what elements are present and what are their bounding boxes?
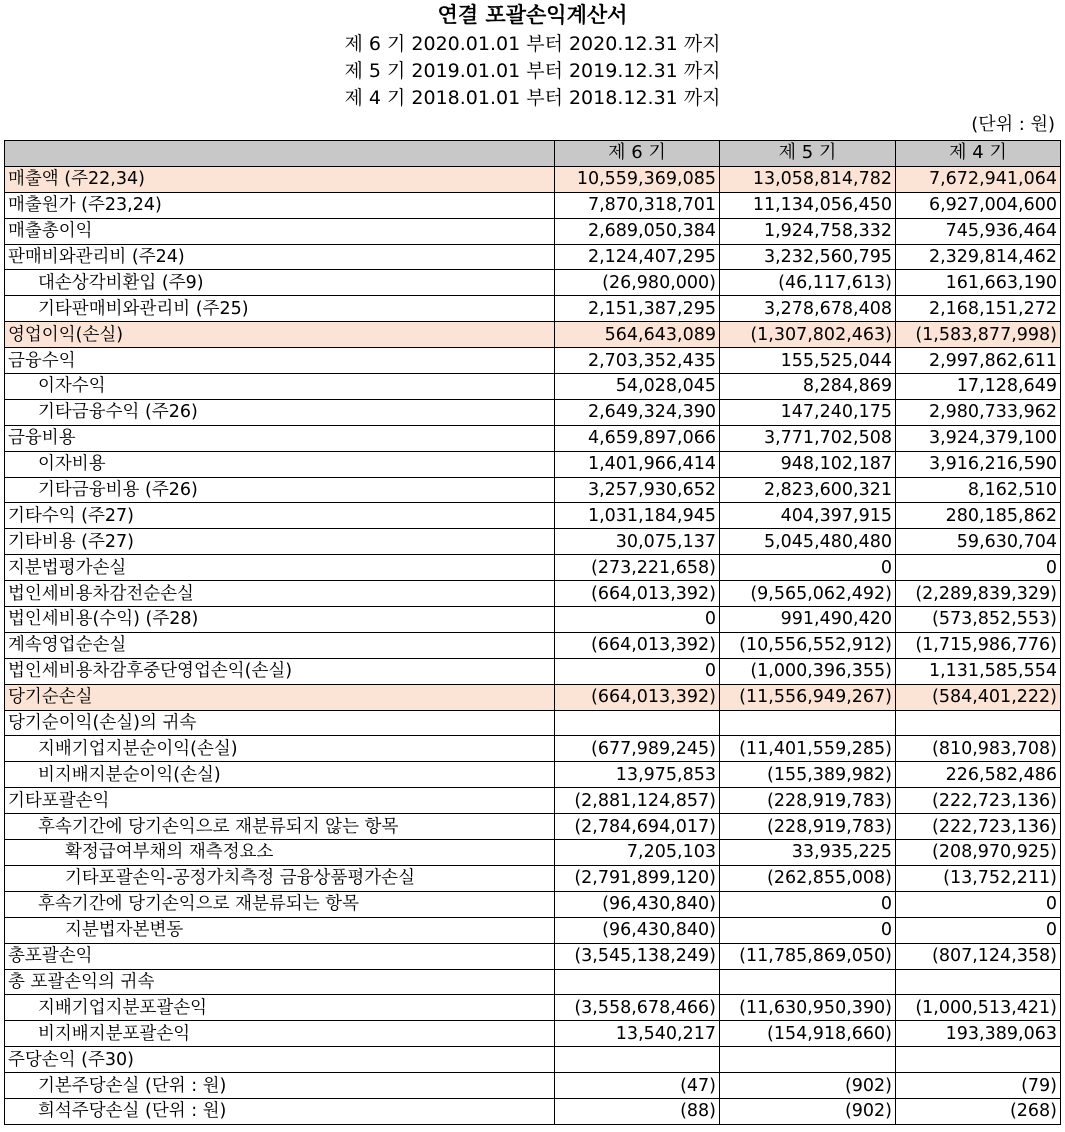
- table-row: [5, 969, 1061, 995]
- value-period-6: (96,430,840): [555, 917, 720, 943]
- value-period-6: 13,975,853: [555, 762, 720, 788]
- value-period-5: (1,000,396,355): [720, 658, 896, 684]
- account-label: 당기순손실: [5, 684, 555, 710]
- value-period-4: 8,162,510: [896, 477, 1061, 503]
- table-row: [5, 581, 1061, 607]
- value-period-4: 280,185,862: [896, 503, 1061, 529]
- table-row: [5, 736, 1061, 762]
- account-label: 지분법평가손실: [5, 555, 555, 581]
- account-label: 주당손익 (주30): [5, 1047, 555, 1073]
- table-header-row: [5, 141, 1061, 167]
- value-period-6: 564,643,089: [555, 322, 720, 348]
- value-period-6: 1,401,966,414: [555, 451, 720, 477]
- account-label: 기타금융수익 (주26): [5, 399, 555, 425]
- value-period-5: [720, 1047, 896, 1073]
- table-row: [5, 710, 1061, 736]
- table-row: [5, 814, 1061, 840]
- account-label: 총 포괄손익의 귀속: [5, 969, 555, 995]
- table-row: [5, 244, 1061, 270]
- account-label: 지배기업지분순이익(손실): [5, 736, 555, 762]
- value-period-5: (11,630,950,390): [720, 995, 896, 1021]
- value-period-5: 147,240,175: [720, 399, 896, 425]
- value-period-5: 11,134,056,450: [720, 192, 896, 218]
- value-period-4: 161,663,190: [896, 270, 1061, 296]
- value-period-6: [555, 969, 720, 995]
- value-period-6: 2,689,050,384: [555, 218, 720, 244]
- account-label: 당기순이익(손실)의 귀속: [5, 710, 555, 736]
- value-period-5: 8,284,869: [720, 374, 896, 400]
- value-period-6: 2,151,387,295: [555, 296, 720, 322]
- value-period-6: 7,870,318,701: [555, 192, 720, 218]
- value-period-5: 155,525,044: [720, 348, 896, 374]
- value-period-5: [720, 710, 896, 736]
- value-period-5: (902): [720, 1073, 896, 1099]
- value-period-5: 5,045,480,480: [720, 529, 896, 555]
- value-period-4: 2,980,733,962: [896, 399, 1061, 425]
- account-label: 후속기간에 당기손익으로 재분류되는 항목: [5, 891, 555, 917]
- account-label: 대손상각비환입 (주9): [5, 270, 555, 296]
- income-statement-table: [4, 140, 1061, 1125]
- value-period-4: 193,389,063: [896, 1021, 1061, 1047]
- value-period-4: [896, 969, 1061, 995]
- value-period-6: 54,028,045: [555, 374, 720, 400]
- account-label: 영업이익(손실): [5, 322, 555, 348]
- table-row: [5, 270, 1061, 296]
- value-period-6: (2,881,124,857): [555, 788, 720, 814]
- value-period-5: (902): [720, 1098, 896, 1124]
- account-label: 법인세비용차감전순손실: [5, 581, 555, 607]
- value-period-4: 2,329,814,462: [896, 244, 1061, 270]
- account-label: 매출총이익: [5, 218, 555, 244]
- account-label: 금융비용: [5, 425, 555, 451]
- account-label: 기타금융비용 (주26): [5, 477, 555, 503]
- account-label: 판매비와관리비 (주24): [5, 244, 555, 270]
- table-row: [5, 451, 1061, 477]
- value-period-4: 7,672,941,064: [896, 166, 1061, 192]
- table-row: [5, 555, 1061, 581]
- table-row: [5, 684, 1061, 710]
- value-period-4: 0: [896, 891, 1061, 917]
- account-label: 기타포괄손익-공정가치측정 금융상품평가손실: [5, 865, 555, 891]
- table-row: [5, 503, 1061, 529]
- value-period-4: (810,983,708): [896, 736, 1061, 762]
- unit-label: (단위 : 원): [971, 114, 1055, 135]
- table-row: [5, 425, 1061, 451]
- account-label: 기타포괄손익: [5, 788, 555, 814]
- table-row: [5, 296, 1061, 322]
- value-period-4: (208,970,925): [896, 840, 1061, 866]
- value-period-4: [896, 710, 1061, 736]
- value-period-4: 6,927,004,600: [896, 192, 1061, 218]
- period-line-6: 제 6 기 2020.01.01 부터 2020.12.31 까지: [344, 33, 721, 55]
- value-period-4: 745,936,464: [896, 218, 1061, 244]
- value-period-5: 2,823,600,321: [720, 477, 896, 503]
- table-row: [5, 1073, 1061, 1099]
- value-period-6: (664,013,392): [555, 632, 720, 658]
- value-period-5: 948,102,187: [720, 451, 896, 477]
- value-period-5: (228,919,783): [720, 814, 896, 840]
- table-row: [5, 192, 1061, 218]
- value-period-6: (26,980,000): [555, 270, 720, 296]
- value-period-4: 59,630,704: [896, 529, 1061, 555]
- account-label: 기본주당손실 (단위 : 원): [5, 1073, 555, 1099]
- header-account: [5, 141, 555, 167]
- account-label: 법인세비용차감후중단영업손익(손실): [5, 658, 555, 684]
- value-period-4: (222,723,136): [896, 814, 1061, 840]
- value-period-4: (268): [896, 1098, 1061, 1124]
- value-period-4: 0: [896, 917, 1061, 943]
- value-period-4: (1,715,986,776): [896, 632, 1061, 658]
- table-row: [5, 374, 1061, 400]
- value-period-6: 13,540,217: [555, 1021, 720, 1047]
- value-period-4: [896, 1047, 1061, 1073]
- period-line-5: 제 5 기 2019.01.01 부터 2019.12.31 까지: [344, 60, 721, 82]
- value-period-6: 2,124,407,295: [555, 244, 720, 270]
- table-row: [5, 607, 1061, 633]
- value-period-4: (1,000,513,421): [896, 995, 1061, 1021]
- value-period-4: 1,131,585,554: [896, 658, 1061, 684]
- table-row: [5, 762, 1061, 788]
- table-row: [5, 788, 1061, 814]
- table-row: [5, 1098, 1061, 1124]
- value-period-4: (807,124,358): [896, 943, 1061, 969]
- value-period-5: (9,565,062,492): [720, 581, 896, 607]
- account-label: 법인세비용(수익) (주28): [5, 607, 555, 633]
- value-period-4: 3,916,216,590: [896, 451, 1061, 477]
- value-period-5: (11,401,559,285): [720, 736, 896, 762]
- value-period-6: 10,559,369,085: [555, 166, 720, 192]
- account-label: 지분법자본변동: [5, 917, 555, 943]
- value-period-6: 7,205,103: [555, 840, 720, 866]
- table-row: [5, 658, 1061, 684]
- table-row: [5, 632, 1061, 658]
- value-period-5: (46,117,613): [720, 270, 896, 296]
- value-period-4: 2,168,151,272: [896, 296, 1061, 322]
- value-period-5: [720, 969, 896, 995]
- value-period-4: (13,752,211): [896, 865, 1061, 891]
- value-period-4: 3,924,379,100: [896, 425, 1061, 451]
- value-period-6: (664,013,392): [555, 684, 720, 710]
- value-period-5: (10,556,552,912): [720, 632, 896, 658]
- value-period-5: 3,278,678,408: [720, 296, 896, 322]
- header-period-4: 제 4 기: [896, 141, 1061, 167]
- account-label: 확정급여부채의 재측정요소: [5, 840, 555, 866]
- value-period-5: 3,771,702,508: [720, 425, 896, 451]
- period-line-4: 제 4 기 2018.01.01 부터 2018.12.31 까지: [344, 87, 721, 109]
- header-period-5: 제 5 기: [720, 141, 896, 167]
- value-period-5: (11,556,949,267): [720, 684, 896, 710]
- table-row: [5, 477, 1061, 503]
- account-label: 후속기간에 당기손익으로 재분류되지 않는 항목: [5, 814, 555, 840]
- account-label: 이자수익: [5, 374, 555, 400]
- value-period-5: (262,855,008): [720, 865, 896, 891]
- value-period-6: 3,257,930,652: [555, 477, 720, 503]
- value-period-6: 2,703,352,435: [555, 348, 720, 374]
- value-period-6: (88): [555, 1098, 720, 1124]
- value-period-6: (3,558,678,466): [555, 995, 720, 1021]
- value-period-4: 0: [896, 555, 1061, 581]
- table-row: [5, 840, 1061, 866]
- value-period-4: (79): [896, 1073, 1061, 1099]
- value-period-6: [555, 710, 720, 736]
- account-label: 지배기업지분포괄손익: [5, 995, 555, 1021]
- account-label: 계속영업순손실: [5, 632, 555, 658]
- account-label: 비지배지분포괄손익: [5, 1021, 555, 1047]
- value-period-5: 3,232,560,795: [720, 244, 896, 270]
- table-row: [5, 218, 1061, 244]
- value-period-6: (664,013,392): [555, 581, 720, 607]
- value-period-4: 226,582,486: [896, 762, 1061, 788]
- value-period-6: (47): [555, 1073, 720, 1099]
- value-period-6: 1,031,184,945: [555, 503, 720, 529]
- account-label: 기타비용 (주27): [5, 529, 555, 555]
- account-label: 비지배지분순이익(손실): [5, 762, 555, 788]
- value-period-5: 33,935,225: [720, 840, 896, 866]
- table-row: [5, 529, 1061, 555]
- value-period-4: (1,583,877,998): [896, 322, 1061, 348]
- value-period-5: 404,397,915: [720, 503, 896, 529]
- account-label: 이자비용: [5, 451, 555, 477]
- table-row: [5, 1021, 1061, 1047]
- table-row: [5, 348, 1061, 374]
- value-period-5: (1,307,802,463): [720, 322, 896, 348]
- value-period-5: 0: [720, 891, 896, 917]
- value-period-4: (584,401,222): [896, 684, 1061, 710]
- value-period-6: (3,545,138,249): [555, 943, 720, 969]
- value-period-4: (2,289,839,329): [896, 581, 1061, 607]
- value-period-6: (2,791,899,120): [555, 865, 720, 891]
- table-row: [5, 322, 1061, 348]
- account-label: 매출액 (주22,34): [5, 166, 555, 192]
- value-period-6: 4,659,897,066: [555, 425, 720, 451]
- table-row: [5, 1047, 1061, 1073]
- value-period-6: (96,430,840): [555, 891, 720, 917]
- table-row: [5, 995, 1061, 1021]
- value-period-4: 17,128,649: [896, 374, 1061, 400]
- account-label: 기타수익 (주27): [5, 503, 555, 529]
- account-label: 기타판매비와관리비 (주25): [5, 296, 555, 322]
- value-period-6: [555, 1047, 720, 1073]
- value-period-5: 1,924,758,332: [720, 218, 896, 244]
- value-period-6: (2,784,694,017): [555, 814, 720, 840]
- value-period-6: (273,221,658): [555, 555, 720, 581]
- table-row: [5, 891, 1061, 917]
- value-period-6: 0: [555, 658, 720, 684]
- value-period-5: 0: [720, 555, 896, 581]
- value-period-5: (154,918,660): [720, 1021, 896, 1047]
- value-period-4: 2,997,862,611: [896, 348, 1061, 374]
- table-row: [5, 943, 1061, 969]
- value-period-6: 0: [555, 607, 720, 633]
- value-period-5: (155,389,982): [720, 762, 896, 788]
- header-period-6: 제 6 기: [555, 141, 720, 167]
- value-period-5: 0: [720, 917, 896, 943]
- value-period-6: (677,989,245): [555, 736, 720, 762]
- value-period-5: (11,785,869,050): [720, 943, 896, 969]
- value-period-6: 30,075,137: [555, 529, 720, 555]
- value-period-4: (222,723,136): [896, 788, 1061, 814]
- account-label: 희석주당손실 (단위 : 원): [5, 1098, 555, 1124]
- table-row: [5, 166, 1061, 192]
- value-period-5: 991,490,420: [720, 607, 896, 633]
- account-label: 총포괄손익: [5, 943, 555, 969]
- table-row: [5, 917, 1061, 943]
- account-label: 금융수익: [5, 348, 555, 374]
- value-period-6: 2,649,324,390: [555, 399, 720, 425]
- table-row: [5, 865, 1061, 891]
- value-period-5: (228,919,783): [720, 788, 896, 814]
- account-label: 매출원가 (주23,24): [5, 192, 555, 218]
- value-period-4: (573,852,553): [896, 607, 1061, 633]
- value-period-5: 13,058,814,782: [720, 166, 896, 192]
- table-row: [5, 399, 1061, 425]
- statement-title: 연결 포괄손익계산서: [437, 3, 628, 27]
